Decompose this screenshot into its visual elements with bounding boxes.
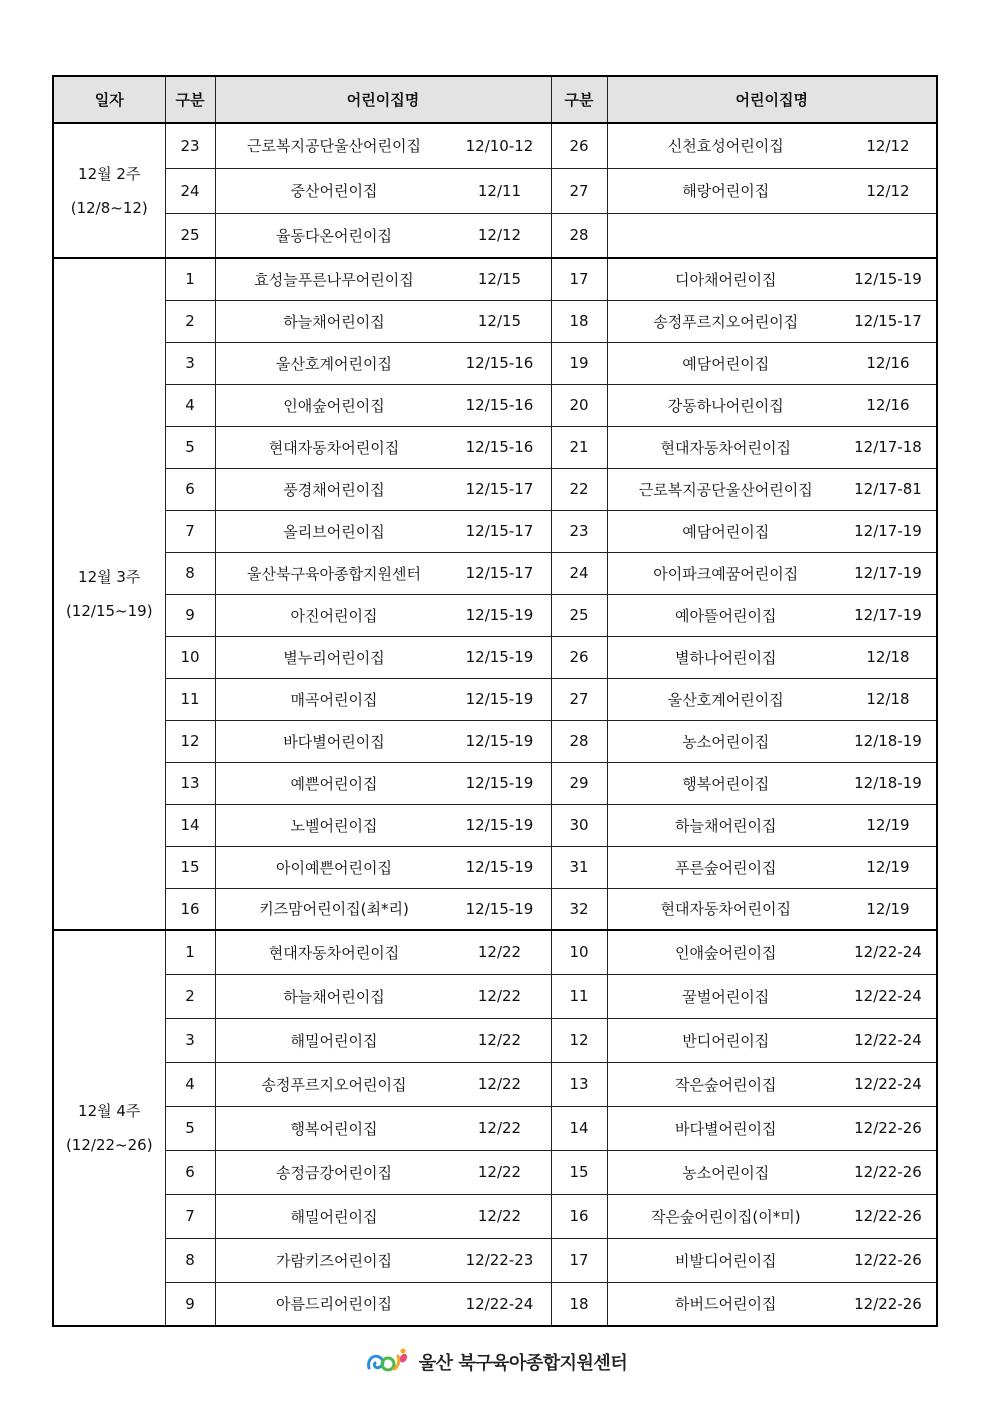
table-row xyxy=(53,804,937,846)
row-number: 17 xyxy=(551,1238,607,1282)
daycare-name: 키즈맘어린이집(최*리) xyxy=(259,900,409,919)
daycare-name: 아이파크예꿈어린이집 xyxy=(653,564,799,583)
visit-date: 12/17-19 xyxy=(854,564,922,582)
row-number: 27 xyxy=(551,168,607,213)
header-name-2: 어린이집명 xyxy=(607,76,937,123)
daycare-cell xyxy=(215,594,551,636)
week-group xyxy=(53,258,937,930)
daycare-name: 인애숲어린이집 xyxy=(675,943,777,962)
center-logo-icon xyxy=(365,1347,411,1377)
visit-date: 12/16 xyxy=(866,396,910,414)
daycare-cell xyxy=(215,1106,551,1150)
daycare-name: 현대자동차어린이집 xyxy=(660,900,791,919)
daycare-name: 바다별어린이집 xyxy=(675,1119,777,1138)
visit-date: 12/22-26 xyxy=(854,1294,922,1313)
daycare-name: 행복어린이집 xyxy=(290,1119,378,1138)
daycare-name: 농소어린이집 xyxy=(682,1163,770,1182)
visit-date: 12/17-19 xyxy=(854,606,922,624)
daycare-cell xyxy=(215,1018,551,1062)
daycare-name: 노벨어린이집 xyxy=(290,816,378,835)
daycare-cell xyxy=(215,468,551,510)
row-number: 5 xyxy=(165,426,215,468)
daycare-cell xyxy=(215,1062,551,1106)
table-row xyxy=(53,1106,937,1150)
row-number: 14 xyxy=(165,804,215,846)
visit-date: 12/15-19 xyxy=(465,858,534,876)
row-number: 4 xyxy=(165,384,215,426)
header-row xyxy=(53,76,937,123)
visit-date: 12/11 xyxy=(477,181,522,200)
row-number: 11 xyxy=(551,974,607,1018)
daycare-cell xyxy=(215,720,551,762)
schedule-table xyxy=(52,75,938,1327)
row-number: 1 xyxy=(165,258,215,300)
table-row xyxy=(53,846,937,888)
daycare-cell xyxy=(607,468,937,510)
row-number: 25 xyxy=(551,594,607,636)
row-number: 2 xyxy=(165,300,215,342)
table-row xyxy=(53,300,937,342)
daycare-name: 울산호계어린이집 xyxy=(276,354,392,373)
daycare-cell xyxy=(607,123,937,168)
table-row xyxy=(53,762,937,804)
daycare-name: 올리브어린이집 xyxy=(283,522,385,541)
daycare-cell xyxy=(607,930,937,974)
table-row xyxy=(53,468,937,510)
week-range: (12/8~12) xyxy=(70,198,148,217)
row-number: 13 xyxy=(551,1062,607,1106)
visit-date: 12/15-17 xyxy=(465,522,534,540)
row-number: 28 xyxy=(551,213,607,258)
visit-date: 12/22-26 xyxy=(854,1251,922,1269)
daycare-cell xyxy=(215,1194,551,1238)
row-number: 3 xyxy=(165,1018,215,1062)
daycare-cell xyxy=(215,678,551,720)
visit-date: 12/22 xyxy=(477,943,522,962)
table-row xyxy=(53,974,937,1018)
daycare-cell xyxy=(607,168,937,213)
daycare-cell xyxy=(215,636,551,678)
daycare-cell xyxy=(215,804,551,846)
daycare-name: 근로복지공단울산어린이집 xyxy=(638,480,813,499)
daycare-name: 반디어린이집 xyxy=(682,1031,770,1050)
visit-date: 12/15-19 xyxy=(465,816,534,834)
daycare-name: 가람키즈어린이집 xyxy=(276,1251,392,1270)
visit-date: 12/12 xyxy=(477,226,522,245)
daycare-cell xyxy=(607,762,937,804)
row-number: 6 xyxy=(165,1150,215,1194)
daycare-cell xyxy=(607,1238,937,1282)
daycare-name: 풍경채어린이집 xyxy=(283,480,385,499)
daycare-cell xyxy=(215,888,551,930)
daycare-cell xyxy=(607,1282,937,1326)
visit-date: 12/22-24 xyxy=(854,1031,922,1049)
visit-date: 12/17-18 xyxy=(854,438,922,456)
visit-date: 12/22 xyxy=(477,1207,522,1225)
visit-date: 12/18 xyxy=(866,690,910,708)
visit-date: 12/15-17 xyxy=(465,480,534,498)
daycare-name: 행복어린이집 xyxy=(682,774,770,793)
daycare-cell xyxy=(607,213,937,258)
daycare-cell xyxy=(215,384,551,426)
daycare-name: 하늘채어린이집 xyxy=(675,816,777,835)
daycare-name: 하늘채어린이집 xyxy=(283,312,385,331)
daycare-name: 해밀어린이집 xyxy=(290,1031,378,1050)
table-row xyxy=(53,1018,937,1062)
header-no-2: 구분 xyxy=(551,76,607,123)
daycare-name: 송정금강어린이집 xyxy=(276,1163,392,1182)
row-number: 9 xyxy=(165,1282,215,1326)
footer xyxy=(0,1344,992,1380)
visit-date: 12/18-19 xyxy=(854,774,922,792)
row-number: 4 xyxy=(165,1062,215,1106)
week-period-cell xyxy=(53,123,165,258)
daycare-name: 디아채어린이집 xyxy=(675,270,777,289)
visit-date: 12/22-23 xyxy=(465,1251,534,1269)
daycare-cell xyxy=(607,804,937,846)
header-date: 일자 xyxy=(53,76,165,123)
table-row xyxy=(53,1238,937,1282)
visit-date: 12/19 xyxy=(866,816,910,834)
row-number: 13 xyxy=(165,762,215,804)
row-number: 18 xyxy=(551,300,607,342)
daycare-cell xyxy=(607,678,937,720)
header-name-1: 어린이집명 xyxy=(215,76,551,123)
daycare-cell xyxy=(607,258,937,300)
daycare-cell xyxy=(215,213,551,258)
daycare-name: 신천효성어린이집 xyxy=(667,137,784,156)
visit-date: 12/19 xyxy=(866,858,910,876)
daycare-name: 아진어린이집 xyxy=(290,606,378,625)
visit-date: 12/22 xyxy=(477,1075,522,1093)
visit-date: 12/22-24 xyxy=(465,1294,534,1313)
daycare-name: 근로복지공단울산어린이집 xyxy=(247,137,421,156)
daycare-name: 현대자동차어린이집 xyxy=(660,438,791,457)
row-number: 18 xyxy=(551,1282,607,1326)
table-row xyxy=(53,213,937,258)
daycare-cell xyxy=(215,974,551,1018)
week-label: 12월 3주 xyxy=(78,568,141,586)
week-group xyxy=(53,930,937,1326)
daycare-cell xyxy=(607,510,937,552)
week-group xyxy=(53,123,937,258)
week-period-cell xyxy=(53,930,165,1326)
daycare-cell xyxy=(215,846,551,888)
visit-date: 12/22 xyxy=(477,1119,522,1137)
table-row xyxy=(53,888,937,930)
visit-date: 12/15 xyxy=(477,270,522,289)
row-number: 15 xyxy=(551,1150,607,1194)
week-range: (12/22~26) xyxy=(65,1136,153,1154)
row-number: 30 xyxy=(551,804,607,846)
daycare-cell xyxy=(607,1150,937,1194)
row-number: 7 xyxy=(165,510,215,552)
daycare-cell xyxy=(215,1238,551,1282)
visit-date: 12/15-19 xyxy=(465,732,534,750)
table-row xyxy=(53,342,937,384)
row-number: 23 xyxy=(551,510,607,552)
row-number: 24 xyxy=(551,552,607,594)
table-row xyxy=(53,636,937,678)
visit-date: 12/22-26 xyxy=(854,1207,922,1225)
table-row xyxy=(53,510,937,552)
row-number: 25 xyxy=(165,213,215,258)
footer-org-name: 울산 북구육아종합지원센터 xyxy=(418,1353,628,1374)
row-number: 3 xyxy=(165,342,215,384)
daycare-name: 중산어린이집 xyxy=(290,182,378,200)
daycare-cell xyxy=(607,1062,937,1106)
row-number: 29 xyxy=(551,762,607,804)
table-row xyxy=(53,930,937,974)
visit-date: 12/15 xyxy=(477,312,522,330)
visit-date: 12/22-24 xyxy=(854,943,922,962)
visit-date: 12/22-26 xyxy=(854,1163,922,1181)
row-number: 7 xyxy=(165,1194,215,1238)
daycare-name: 효성늘푸른나무어린이집 xyxy=(254,270,414,289)
daycare-name: 별하나어린이집 xyxy=(675,648,777,667)
daycare-name: 아이예쁜어린이집 xyxy=(276,858,392,877)
daycare-name: 강동하나어린이집 xyxy=(667,396,784,415)
table-row xyxy=(53,384,937,426)
row-number: 6 xyxy=(165,468,215,510)
daycare-cell xyxy=(607,974,937,1018)
visit-date: 12/19 xyxy=(866,899,910,918)
row-number: 31 xyxy=(551,846,607,888)
daycare-cell xyxy=(607,552,937,594)
daycare-name: 꿀벌어린이집 xyxy=(682,987,770,1006)
table-row xyxy=(53,678,937,720)
row-number: 10 xyxy=(551,930,607,974)
table-row xyxy=(53,1150,937,1194)
daycare-cell xyxy=(607,1018,937,1062)
daycare-name: 별누리어린이집 xyxy=(283,648,385,667)
visit-date: 12/22-26 xyxy=(854,1119,922,1137)
row-number: 24 xyxy=(165,168,215,213)
daycare-name: 예담어린이집 xyxy=(682,522,770,541)
row-number: 26 xyxy=(551,636,607,678)
week-period-cell xyxy=(53,258,165,930)
daycare-name: 바다별어린이집 xyxy=(283,732,385,751)
visit-date: 12/17-19 xyxy=(854,522,922,540)
visit-date: 12/15-16 xyxy=(465,396,534,414)
daycare-cell xyxy=(607,426,937,468)
daycare-cell xyxy=(607,636,937,678)
table-row xyxy=(53,552,937,594)
row-number: 9 xyxy=(165,594,215,636)
daycare-name: 푸른숲어린이집 xyxy=(675,858,777,877)
daycare-cell xyxy=(215,552,551,594)
row-number: 1 xyxy=(165,930,215,974)
row-number: 19 xyxy=(551,342,607,384)
row-number: 12 xyxy=(165,720,215,762)
daycare-cell xyxy=(215,342,551,384)
daycare-cell xyxy=(215,1282,551,1326)
visit-date: 12/22 xyxy=(477,1031,522,1049)
row-number: 28 xyxy=(551,720,607,762)
daycare-cell xyxy=(215,258,551,300)
daycare-cell xyxy=(607,720,937,762)
table-row xyxy=(53,594,937,636)
week-range: (12/15~19) xyxy=(65,602,153,620)
row-number: 11 xyxy=(165,678,215,720)
daycare-name: 예아뜰어린이집 xyxy=(675,606,777,625)
daycare-cell xyxy=(215,300,551,342)
daycare-cell xyxy=(607,1194,937,1238)
visit-date: 12/22-24 xyxy=(854,987,922,1005)
daycare-name: 해랑어린이집 xyxy=(682,182,770,200)
daycare-name: 현대자동차어린이집 xyxy=(268,438,400,457)
daycare-name: 하버드어린이집 xyxy=(675,1295,777,1314)
row-number: 5 xyxy=(165,1106,215,1150)
row-number: 16 xyxy=(165,888,215,930)
visit-date: 12/17-81 xyxy=(854,480,922,498)
visit-date: 12/15-16 xyxy=(465,438,534,456)
visit-date: 12/15-16 xyxy=(465,354,534,372)
daycare-cell xyxy=(215,930,551,974)
daycare-cell xyxy=(607,300,937,342)
daycare-name: 예쁜어린이집 xyxy=(290,774,378,793)
daycare-cell xyxy=(607,384,937,426)
row-number: 2 xyxy=(165,974,215,1018)
daycare-cell xyxy=(215,510,551,552)
row-number: 20 xyxy=(551,384,607,426)
daycare-name: 아름드리어린이집 xyxy=(276,1295,392,1314)
header-no-1: 구분 xyxy=(165,76,215,123)
visit-date: 12/15-19 xyxy=(465,690,534,708)
visit-date: 12/12 xyxy=(866,136,910,155)
daycare-name: 현대자동차어린이집 xyxy=(268,943,400,962)
row-number: 8 xyxy=(165,1238,215,1282)
row-number: 8 xyxy=(165,552,215,594)
visit-date: 12/15-19 xyxy=(465,899,534,918)
table-row xyxy=(53,168,937,213)
visit-date: 12/15-17 xyxy=(465,564,534,582)
daycare-cell xyxy=(607,342,937,384)
daycare-cell xyxy=(607,594,937,636)
row-number: 10 xyxy=(165,636,215,678)
daycare-name: 해밀어린이집 xyxy=(290,1207,378,1226)
table-row xyxy=(53,1194,937,1238)
daycare-name: 예담어린이집 xyxy=(682,354,770,373)
daycare-name: 울산북구육아종합지원센터 xyxy=(247,564,421,583)
daycare-name: 작은숲어린이집(이*미) xyxy=(650,1207,801,1226)
visit-date: 12/16 xyxy=(866,354,910,372)
daycare-name: 하늘채어린이집 xyxy=(283,987,385,1006)
table-row xyxy=(53,1062,937,1106)
daycare-name: 작은숲어린이집 xyxy=(675,1075,777,1094)
row-number: 27 xyxy=(551,678,607,720)
visit-date: 12/10-12 xyxy=(465,136,534,155)
row-number: 12 xyxy=(551,1018,607,1062)
visit-date: 12/22 xyxy=(477,987,522,1005)
daycare-cell xyxy=(607,888,937,930)
daycare-name: 매곡어린이집 xyxy=(290,690,378,709)
daycare-name: 송정푸르지오어린이집 xyxy=(653,312,799,331)
daycare-name: 울산호계어린이집 xyxy=(667,690,784,709)
row-number: 22 xyxy=(551,468,607,510)
table-row xyxy=(53,258,937,300)
visit-date: 12/22 xyxy=(477,1163,522,1181)
week-label: 12월 2주 xyxy=(78,164,141,183)
week-label: 12월 4주 xyxy=(78,1102,141,1120)
visit-date: 12/15-19 xyxy=(465,606,534,624)
daycare-cell xyxy=(607,846,937,888)
daycare-cell xyxy=(215,762,551,804)
table-row xyxy=(53,123,937,168)
visit-date: 12/18 xyxy=(866,648,910,666)
table-row xyxy=(53,426,937,468)
visit-date: 12/12 xyxy=(866,181,910,200)
visit-date: 12/18-19 xyxy=(854,732,922,750)
visit-date: 12/15-19 xyxy=(854,270,922,289)
row-number: 23 xyxy=(165,123,215,168)
daycare-name: 비발디어린이집 xyxy=(675,1251,777,1270)
visit-date: 12/15-19 xyxy=(465,648,534,666)
daycare-cell xyxy=(607,1106,937,1150)
daycare-cell xyxy=(215,168,551,213)
daycare-name: 율동다온어린이집 xyxy=(276,226,392,245)
row-number: 26 xyxy=(551,123,607,168)
row-number: 14 xyxy=(551,1106,607,1150)
daycare-cell xyxy=(215,1150,551,1194)
daycare-cell xyxy=(215,123,551,168)
visit-date: 12/22-24 xyxy=(854,1075,922,1093)
row-number: 32 xyxy=(551,888,607,930)
daycare-name: 송정푸르지오어린이집 xyxy=(261,1075,407,1094)
daycare-name: 농소어린이집 xyxy=(682,732,770,751)
table-row xyxy=(53,1282,937,1326)
daycare-name: 인애숲어린이집 xyxy=(283,396,385,415)
row-number: 16 xyxy=(551,1194,607,1238)
daycare-cell xyxy=(215,426,551,468)
row-number: 15 xyxy=(165,846,215,888)
row-number: 17 xyxy=(551,258,607,300)
visit-date: 12/15-17 xyxy=(854,312,922,330)
visit-date: 12/15-19 xyxy=(465,774,534,792)
row-number: 21 xyxy=(551,426,607,468)
table-row xyxy=(53,720,937,762)
